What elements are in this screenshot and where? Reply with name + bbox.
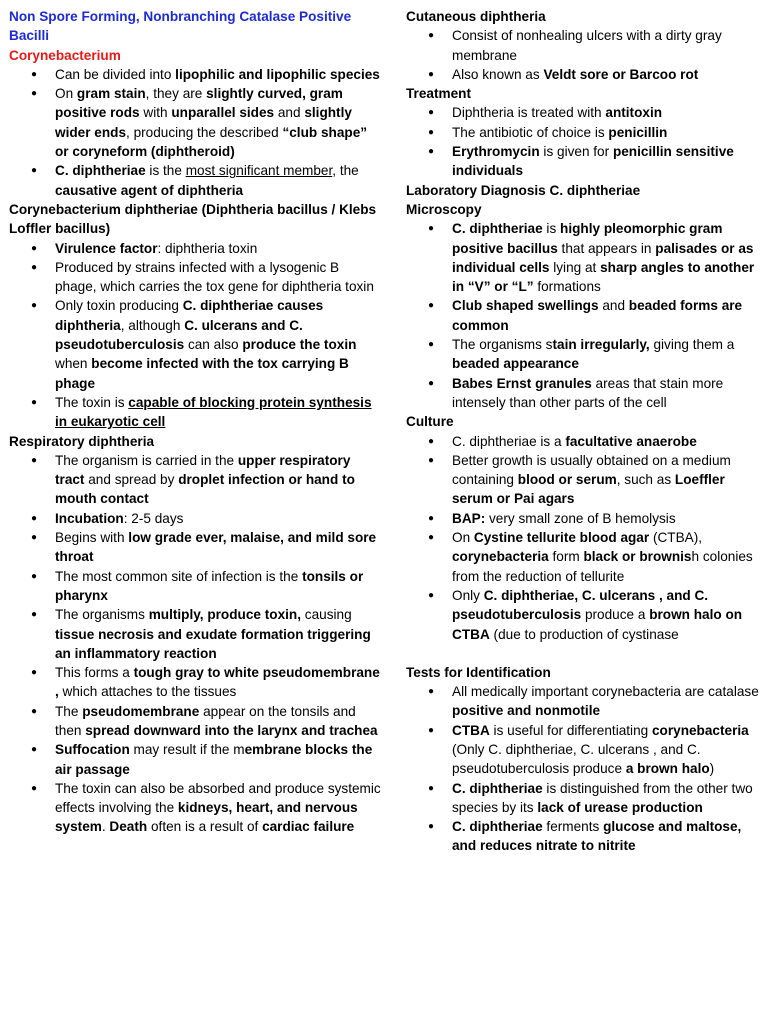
right-column [406, 7, 764, 856]
list-item: ● The organisms stain irregularly, giving them a beaded appearance [406, 335, 764, 374]
left-column [9, 7, 381, 837]
heading-respiratory-diphtheria: Respiratory diphtheria [9, 433, 155, 449]
list-item: ● Only toxin producing C. diphtheriae causes diphtheria, although C. ulcerans and C. pseudotuberculosis can also produce the toxin when become infected with the tox carrying B phage [9, 296, 381, 392]
heading-treatment: Treatment [406, 86, 471, 102]
culture-list [406, 432, 764, 644]
list-item: ● The toxin is capable of blocking protein synthesis in eukaryotic cell [9, 393, 381, 432]
list-item: ● All medically important corynebacteria are catalase positive and nonmotile [406, 682, 764, 721]
treatment-list [406, 103, 764, 180]
heading-culture: Culture [406, 414, 454, 430]
heading-cutaneous-diphtheria: Cutaneous diphtheria [406, 9, 546, 24]
heading-microscopy: Microscopy [406, 201, 482, 217]
list-item: ● Erythromycin is given for penicillin sensitive individuals [406, 142, 764, 181]
list-item: ● Better growth is usually obtained on a medium containing blood or serum, such as Loeffler serum or Pai agars [406, 451, 764, 509]
list-item: ● Suffocation may result if the membrane blocks the air passage [9, 740, 381, 779]
list-item: ● On Cystine tellurite blood agar (CTBA), corynebacteria form black or brownish colonies from the reduction of tellurite [406, 528, 764, 586]
microscopy-list [406, 219, 764, 412]
heading-c-diphtheriae: Corynebacterium diphtheriae (Diphtheria bacillus / Klebs Loffler bacillus) [9, 201, 377, 237]
list-item: ● The organism is carried in the upper respiratory tract and spread by droplet infection or hand to mouth contact [9, 451, 381, 509]
list-item: ● The antibiotic of choice is penicillin [406, 123, 764, 142]
heading-tests-for-identification: Tests for Identification [406, 664, 551, 680]
section-title-corynebacterium: Corynebacterium [9, 47, 121, 63]
list-item: ● Club shaped swellings and beaded forms are common [406, 296, 764, 335]
page-title: Non Spore Forming, Nonbranching Catalase Positive Bacilli [9, 9, 352, 44]
tests-list [406, 682, 764, 856]
list-item: ● Produced by strains infected with a lysogenic B phage, which carries the tox gene for diphtheria toxin [9, 258, 381, 297]
list-item: ● Incubation: 2-5 days [9, 509, 381, 528]
list-item: ● Consist of nonhealing ulcers with a dirty gray membrane [406, 26, 764, 65]
list-item: ● C. diphtheriae is the most significant member, the causative agent of diphtheria [9, 161, 381, 200]
list-item: ● BAP: very small zone of B hemolysis [406, 509, 764, 528]
list-item: ● This forms a tough gray to white pseudomembrane , which attaches to the tissues [9, 663, 381, 702]
list-item: ● Begins with low grade ever, malaise, and mild sore throat [9, 528, 381, 567]
list-item: ● Virulence factor: diphtheria toxin [9, 239, 381, 258]
list-item: ● On gram stain, they are slightly curved, gram positive rods with unparallel sides and slightly wider ends, producing the described “club shape” or coryneform (diphtheroid) [9, 84, 381, 161]
list-item: ● Can be divided into lipophilic and lipophilic species [9, 65, 381, 84]
list-item: ● The most common site of infection is the tonsils or pharynx [9, 567, 381, 606]
cutaneous-list [406, 26, 764, 84]
list-item: ● The toxin can also be absorbed and produce systemic effects involving the kidneys, heart, and nervous system. Death often is a result of cardiac failure [9, 779, 381, 837]
list-item: ● Also known as Veldt sore or Barcoo rot [406, 65, 764, 84]
list-item: ● The organisms multiply, produce toxin, causing tissue necrosis and exudate formation triggering an inflammatory reaction [9, 605, 381, 663]
list-item: ● C. diphtheriae ferments glucose and maltose, and reduces nitrate to nitrite [406, 817, 764, 856]
list-item: ● Babes Ernst granules areas that stain more intensely than other parts of the cell [406, 374, 764, 413]
list-item: ● CTBA is useful for differentiating corynebacteria (Only C. diphtheriae, C. ulcerans , and C. pseudotuberculosis produce a brown halo) [406, 721, 764, 779]
list-item: ● Diphtheria is treated with antitoxin [406, 103, 764, 122]
intro-list [9, 65, 381, 200]
respiratory-list [9, 451, 381, 837]
heading-lab-diagnosis: Laboratory Diagnosis C. diphtheriae [406, 182, 641, 198]
list-item: ● C. diphtheriae is distinguished from the other two species by its lack of urease production [406, 779, 764, 818]
list-item: ● Only C. diphtheriae, C. ulcerans , and C. pseudotuberculosis produce a brown halo on CTBA (due to production of cystinase [406, 586, 764, 644]
spacer [406, 644, 764, 663]
c-diphtheriae-list [9, 239, 381, 432]
list-item: ● The pseudomembrane appear on the tonsils and then spread downward into the larynx and trachea [9, 702, 381, 741]
list-item: ● C. diphtheriae is highly pleomorphic gram positive bacillus that appears in palisades or as individual cells lying at sharp angles to another in “V” or “L” formations [406, 219, 764, 296]
list-item: ● C. diphtheriae is a facultative anaerobe [406, 432, 764, 451]
